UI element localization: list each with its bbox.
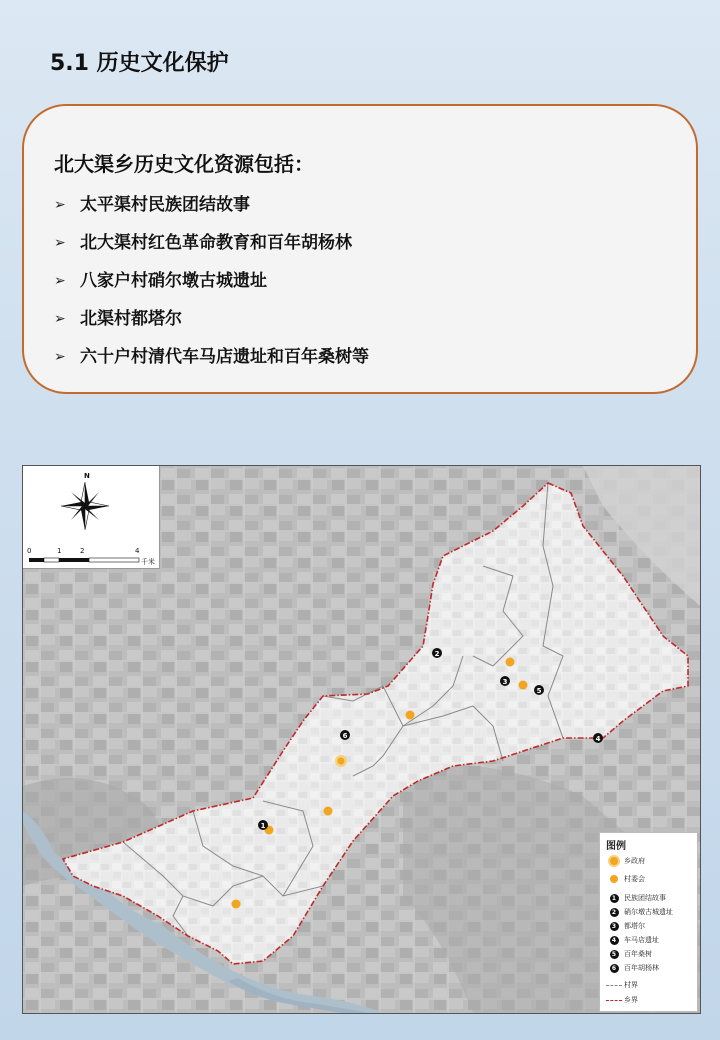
- legend-item-label: 车马店遗址: [624, 936, 659, 944]
- site-marker-2-label: 2: [434, 650, 440, 658]
- scale-tick-label: 0: [27, 547, 32, 555]
- site-3-icon: 3: [610, 922, 619, 931]
- legend-item: [604, 905, 673, 919]
- arrow-bullet-icon: ➢: [54, 273, 66, 289]
- legend-item-label: 乡政府: [624, 857, 645, 865]
- site-marker-3-label: 3: [502, 678, 508, 686]
- site-4-icon: 4: [610, 936, 619, 945]
- village-committee-marker[interactable]: [232, 900, 241, 909]
- site-marker-4-label: 4: [595, 735, 601, 743]
- site-marker-3[interactable]: [500, 676, 510, 686]
- site-1-icon: 1: [610, 894, 619, 903]
- legend-item: [604, 891, 666, 905]
- town-government-marker[interactable]: [335, 755, 347, 767]
- arrow-bullet-icon: ➢: [54, 349, 66, 365]
- legend-item-label: 乡界: [624, 996, 638, 1004]
- legend-title: 图例: [606, 841, 626, 852]
- page-title: 5.1 历史文化保护: [50, 51, 229, 76]
- arrow-bullet-icon: ➢: [54, 235, 66, 251]
- scale-tick-label: 4: [135, 547, 140, 555]
- legend-item: [604, 978, 638, 992]
- card-heading: 北大渠乡历史文化资源包括：: [54, 152, 314, 176]
- site-5-icon: 5: [610, 950, 619, 959]
- town-government-icon: [608, 855, 620, 867]
- legend-item-label: 村委会: [624, 875, 645, 883]
- arrow-bullet-icon: ➢: [54, 311, 66, 327]
- village-committee-marker[interactable]: [519, 681, 528, 690]
- legend-item-label: 百年桑树: [624, 950, 652, 958]
- village-committee-marker[interactable]: [506, 658, 515, 667]
- village-committee-marker[interactable]: [406, 711, 415, 720]
- scale-tick-label: 2: [80, 547, 85, 555]
- site-marker-1[interactable]: [258, 820, 268, 830]
- legend-item: [604, 919, 645, 933]
- site-marker-6-label: 6: [342, 732, 348, 740]
- resource-card: [22, 104, 698, 394]
- site-2-icon: 2: [610, 908, 619, 917]
- list-item: [54, 186, 369, 224]
- list-item-label: 八家户村硝尔墩古城遗址: [80, 271, 267, 291]
- compass-north-label: N: [84, 472, 90, 480]
- site-marker-5-label: 5: [536, 687, 542, 695]
- legend-item-label: 百年胡杨林: [624, 964, 659, 972]
- legend-item-label: 村界: [624, 981, 638, 989]
- site-6-icon: 6: [610, 964, 619, 973]
- list-item: [54, 300, 369, 338]
- scale-tick-label: 1: [57, 547, 62, 555]
- site-marker-2[interactable]: [432, 648, 442, 658]
- legend-item-label: 硝尔墩古城遗址: [624, 908, 673, 916]
- legend-item: [604, 872, 645, 886]
- legend-item-label: 都塔尔: [624, 922, 645, 930]
- village-committee-marker[interactable]: [324, 807, 333, 816]
- site-marker-5[interactable]: [534, 685, 544, 695]
- map-legend: [599, 832, 698, 1012]
- compass-scale-panel: [23, 466, 160, 569]
- list-item-label: 北渠村都塔尔: [80, 309, 182, 329]
- legend-item: [604, 854, 645, 868]
- legend-item: [604, 933, 659, 947]
- village-committee-icon: [610, 875, 618, 883]
- list-item-label: 六十户村清代车马店遗址和百年桑树等: [80, 347, 369, 367]
- arrow-bullet-icon: ➢: [54, 197, 66, 213]
- township-boundary-icon: [606, 1000, 622, 1001]
- legend-item-label: 民族团结故事: [624, 894, 666, 902]
- list-item: [54, 224, 369, 262]
- list-item-label: 太平渠村民族团结故事: [80, 195, 250, 215]
- scale-unit-label: 千米: [141, 558, 155, 566]
- legend-item: [604, 993, 638, 1007]
- legend-item: [604, 947, 652, 961]
- township-map[interactable]: [22, 465, 701, 1014]
- list-item: [54, 262, 369, 300]
- list-item: [54, 338, 369, 376]
- resource-list: [54, 186, 369, 376]
- village-boundary-icon: [606, 985, 622, 986]
- site-marker-1-label: 1: [260, 822, 266, 830]
- site-marker-6[interactable]: [340, 730, 350, 740]
- legend-item: [604, 961, 659, 975]
- site-marker-4[interactable]: [593, 733, 603, 743]
- list-item-label: 北大渠村红色革命教育和百年胡杨林: [80, 233, 352, 253]
